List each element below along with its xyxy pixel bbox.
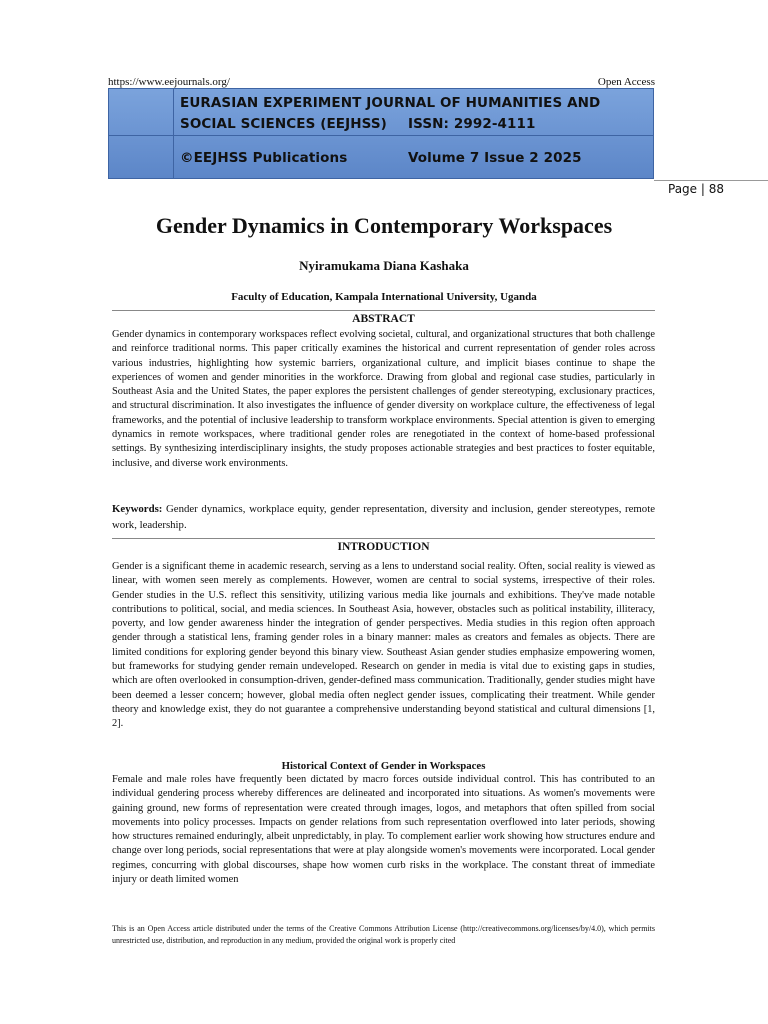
abstract-heading: ABSTRACT [352,313,415,325]
volume-issue: Volume 7 Issue 2 2025 [408,150,582,166]
page-number: Page | 88 [668,182,724,196]
page-number-rule [654,180,768,181]
open-access-label: Open Access [597,76,655,88]
journal-issn: ISSN: 2992-4111 [408,116,536,132]
publisher: ©EEJHSS Publications [180,150,348,166]
keywords-list: Gender dynamics, workplace equity, gender representation, diversity and inclusion, gender stereotypes, remote work, leadership. [112,503,655,531]
journal-banner [108,88,654,179]
article-author: Nyiramukama Diana Kashaka [299,258,469,273]
article-title: Gender Dynamics in Contemporary Workspaces [155,213,613,238]
introduction-top-rule [112,538,655,539]
journal-name-line2: SOCIAL SCIENCES (EEJHSS) [180,116,387,132]
historical-context-heading: Historical Context of Gender in Workspaces [281,760,486,772]
journal-url[interactable]: https://www.eejournals.org/ [108,76,230,88]
journal-name-line1: EURASIAN EXPERIMENT JOURNAL OF HUMANITIES AND [180,95,601,111]
license-footer: This is an Open Access article distributed under the terms of the Creative Commons Attribution License (http://creativecommons.org/licenses/by/4.0), which permits unrestricted use, distribution, and reproduction in any medium, provided the original work is properly cited [112,924,655,945]
keywords [112,501,655,533]
keywords-label: Keywords: [112,503,163,515]
introduction-heading: INTRODUCTION [337,541,430,553]
introduction-text: Gender is a significant theme in academic research, serving as a lens to understand social reality. Often, social reality is viewed as linear, with women seen merely as complements. However, women are central to social systems, irrespective of their roles. Gender studies in the U.S. reflect this sensitivity, utilizing various media like journals and exhibitions. They've made notable contributions to political, social, and media sciences. In Southeast Asia, however, obstacles such as political instability, illiteracy, poverty, and low gender awareness hinder the integration of gender perspectives. Media studies in this region often approach gender through a statistical lens, framing gender roles in a binary manner: males as creators and females as objects. There are limited conditions for exploring gender beyond this binary view. Southeast Asian gender studies emphasize empowering women, but frameworks for studying gender remain undeveloped. Research on gender in media is vital due to existing gaps in studies, which are often overlooked in consumption-driven, gender-defined mass communication. Traditionally, gender studies might have been deemed a lesser concern; however, global media often neglect gender issues, complicating their treatment. While gender theory and knowledge exist, they do not guarantee a comprehensive understanding beyond statistical and cultural dimensions [1, 2]. [112,561,655,730]
abstract-top-rule [112,310,655,311]
abstract-text: Gender dynamics in contemporary workspaces reflect evolving societal, cultural, and organizational structures that both challenge and reinforce traditional norms. This paper critically examines the historical and current representation of gender roles across various industries, highlighting how systemic barriers, organizational culture, and implicit biases continue to shape the experiences of women and gender minorities in the workforce. Drawing from global and regional case studies, particularly in Southeast Asia and the United States, the paper explores the persistent challenges of gender stereotyping, exclusionary practices, and structural discrimination. It also investigates the influence of gender diversity on workplace culture, the effectiveness of legal frameworks, and the potential of inclusive leadership to transform workplace environments. Special attention is given to emerging dynamics in remote workspaces, where traditional gender roles are renegotiated in the context of home-based professional settings. By synthesizing interdisciplinary insights, the study proposes actionable strategies and best practices to foster equitable, inclusive, and diverse work environments. [112,329,655,469]
historical-context-text: Female and male roles have frequently been dictated by macro forces outside individual control. This has contributed to an individual gendering process whereby differences are delineated and incorporated into situations. As women's movements were gaining ground, new forms of representation were created through images, logos, and metaphors that often spilled from social movements into policy processes. Impacts on gender relations from such representation overflowed into later periods, showing how structures remained enduringly, albeit unpredictably, in play. To complement earlier work showing how structures endure and change over long periods, social representations that were at play alongside women's movements were incorporated. Local gender regimes, concurring with global discourses, shape how women curb risks in the workplace. The constant threat of immediate injury or death limited women [112,774,655,886]
banner-divider [109,135,653,136]
author-affiliation: Faculty of Education, Kampala International University, Uganda [231,291,537,303]
